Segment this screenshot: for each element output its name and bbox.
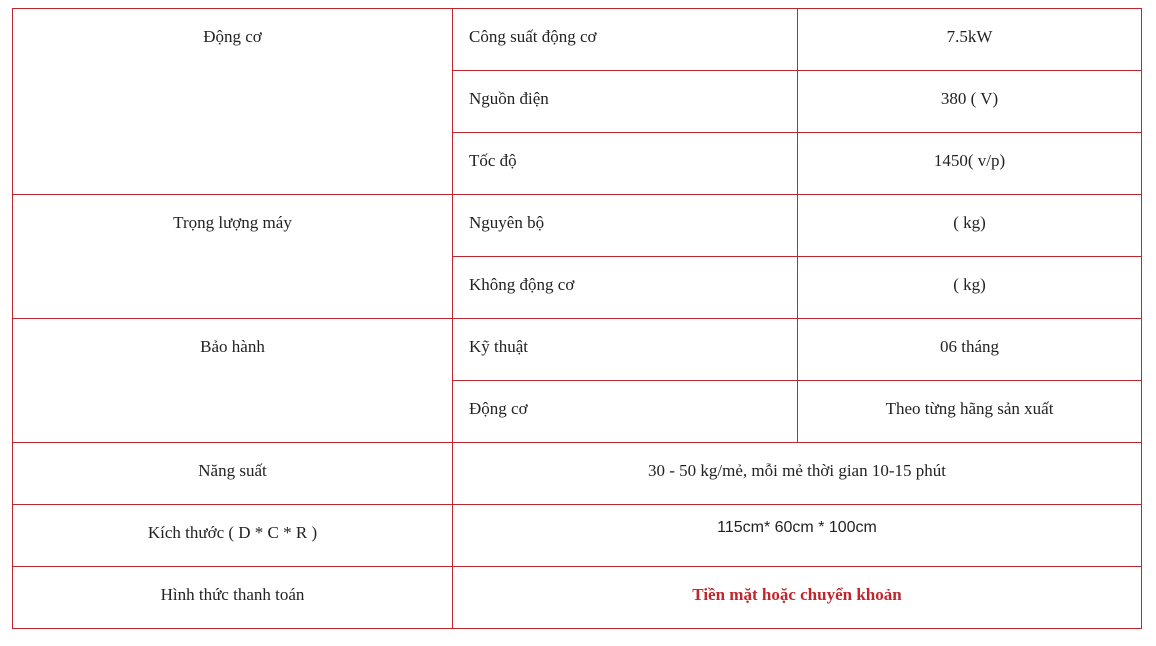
engine-group-label: Động cơ [13,9,453,195]
table-row [13,567,1142,629]
table-row [13,195,1142,257]
payment-label: Hình thức thanh toán [13,567,453,629]
spec-table [12,8,1142,629]
dimensions-value: 115cm* 60cm * 100cm [453,505,1142,567]
warranty-group-label: Bảo hành [13,319,453,443]
warranty-technical-value: 06 tháng [798,319,1142,381]
power-source-value: 380 ( V) [798,71,1142,133]
weight-no-engine-value: ( kg) [798,257,1142,319]
capacity-value: 30 - 50 kg/mẻ, mỗi mẻ thời gian 10-15 phút [453,443,1142,505]
dimensions-label: Kích thước ( D * C * R ) [13,505,453,567]
warranty-engine-label: Động cơ [453,381,798,443]
capacity-label: Năng suất [13,443,453,505]
table-row [13,505,1142,567]
payment-value: Tiền mặt hoặc chuyển khoản [453,567,1142,629]
weight-full-value: ( kg) [798,195,1142,257]
table-row [13,443,1142,505]
table-row [13,9,1142,71]
engine-power-value: 7.5kW [798,9,1142,71]
speed-value: 1450( v/p) [798,133,1142,195]
engine-power-label: Công suất động cơ [453,9,798,71]
table-row [13,319,1142,381]
weight-full-label: Nguyên bộ [453,195,798,257]
power-source-label: Nguồn điện [453,71,798,133]
warranty-technical-label: Kỹ thuật [453,319,798,381]
weight-group-label: Trọng lượng máy [13,195,453,319]
warranty-engine-value: Theo từng hãng sản xuất [798,381,1142,443]
speed-label: Tốc độ [453,133,798,195]
weight-no-engine-label: Không động cơ [453,257,798,319]
